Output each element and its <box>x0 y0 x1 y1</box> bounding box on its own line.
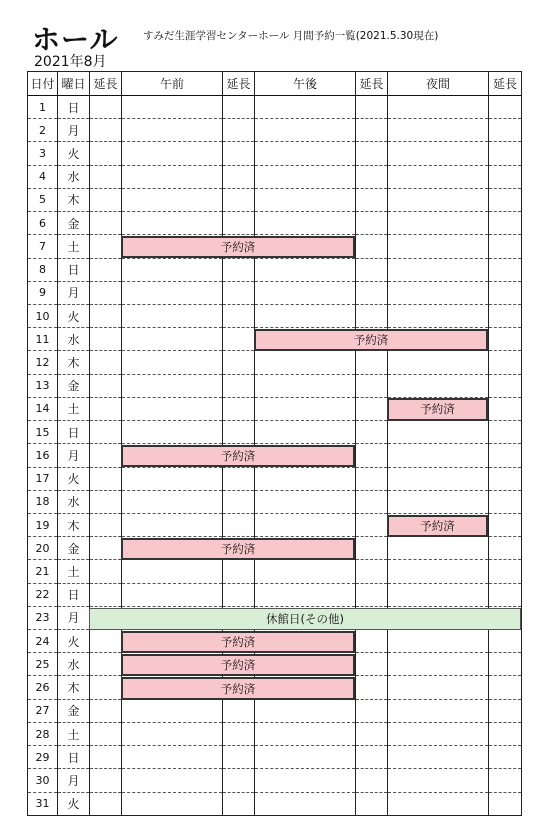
slot-cell[interactable] <box>356 188 388 211</box>
slot-cell[interactable] <box>90 630 122 653</box>
slot-cell[interactable] <box>90 212 122 235</box>
day-of-week: 月 <box>58 119 90 142</box>
slot-cell[interactable] <box>356 467 388 490</box>
slot-cell[interactable] <box>255 490 356 513</box>
table-row <box>28 792 522 815</box>
slot-cell[interactable] <box>122 490 223 513</box>
table-row <box>28 119 522 142</box>
slot-cell[interactable] <box>122 792 223 815</box>
slot-cell[interactable] <box>90 699 122 722</box>
slot-cell[interactable] <box>223 490 255 513</box>
closed-day-bar[interactable]: 休館日(その他) <box>89 608 521 630</box>
slot-cell[interactable] <box>223 699 255 722</box>
slot-cell[interactable] <box>388 374 489 397</box>
slot-cell[interactable] <box>223 722 255 745</box>
slot-cell[interactable] <box>356 560 388 583</box>
slot-cell[interactable] <box>388 537 489 560</box>
slot-cell[interactable] <box>388 304 489 327</box>
slot-cell[interactable] <box>90 490 122 513</box>
slot-cell[interactable] <box>356 258 388 281</box>
table-row <box>28 746 522 769</box>
day-of-week: 火 <box>58 630 90 653</box>
slot-cell[interactable] <box>489 258 522 281</box>
slot-cell[interactable] <box>122 119 223 142</box>
slot-cell[interactable] <box>356 96 388 119</box>
slot-cell[interactable] <box>489 676 522 699</box>
slot-cell[interactable] <box>122 142 223 165</box>
day-of-week: 月 <box>58 281 90 304</box>
slot-cell[interactable] <box>255 746 356 769</box>
slot-cell[interactable] <box>90 792 122 815</box>
slot-cell[interactable] <box>223 374 255 397</box>
slot-cell[interactable] <box>489 746 522 769</box>
slot-cell[interactable] <box>489 142 522 165</box>
day-number: 23 <box>28 606 58 629</box>
slot-cell[interactable] <box>255 119 356 142</box>
slot-cell[interactable] <box>388 444 489 467</box>
col-morning: 午前 <box>122 72 223 96</box>
day-number: 12 <box>28 351 58 374</box>
slot-cell[interactable] <box>489 96 522 119</box>
day-of-week: 火 <box>58 304 90 327</box>
slot-cell[interactable] <box>489 165 522 188</box>
col-afternoon: 午後 <box>255 72 356 96</box>
slot-cell[interactable] <box>90 328 122 351</box>
slot-cell[interactable] <box>255 560 356 583</box>
month-label: 2021年8月 <box>34 54 107 70</box>
slot-cell[interactable] <box>223 281 255 304</box>
day-of-week: 金 <box>58 537 90 560</box>
slot-cell[interactable] <box>255 304 356 327</box>
table-row <box>28 96 522 119</box>
slot-cell[interactable] <box>90 351 122 374</box>
slot-cell[interactable] <box>122 560 223 583</box>
day-number: 11 <box>28 328 58 351</box>
day-of-week: 水 <box>58 165 90 188</box>
slot-cell[interactable] <box>255 699 356 722</box>
day-number: 5 <box>28 188 58 211</box>
slot-cell[interactable] <box>90 142 122 165</box>
slot-cell[interactable] <box>90 722 122 745</box>
slot-cell[interactable] <box>489 653 522 676</box>
day-of-week: 日 <box>58 258 90 281</box>
slot-cell[interactable] <box>90 513 122 536</box>
day-number: 22 <box>28 583 58 606</box>
slot-cell[interactable] <box>223 258 255 281</box>
slot-cell[interactable] <box>489 699 522 722</box>
slot-cell[interactable] <box>223 142 255 165</box>
slot-cell[interactable] <box>489 444 522 467</box>
slot-cell[interactable] <box>489 490 522 513</box>
day-of-week: 土 <box>58 397 90 420</box>
col-extension-4: 延長 <box>489 72 522 96</box>
slot-cell[interactable] <box>489 188 522 211</box>
slot-cell[interactable] <box>122 328 223 351</box>
slot-cell[interactable] <box>255 722 356 745</box>
day-of-week: 月 <box>58 769 90 792</box>
day-number: 13 <box>28 374 58 397</box>
slot-cell[interactable] <box>90 119 122 142</box>
day-of-week: 日 <box>58 96 90 119</box>
slot-cell[interactable] <box>122 746 223 769</box>
table-row <box>28 560 522 583</box>
day-of-week: 木 <box>58 351 90 374</box>
table-row <box>28 374 522 397</box>
col-extension-2: 延長 <box>223 72 255 96</box>
table-row <box>28 722 522 745</box>
slot-cell[interactable] <box>90 676 122 699</box>
day-of-week: 土 <box>58 235 90 258</box>
slot-cell[interactable] <box>122 374 223 397</box>
day-of-week: 月 <box>58 606 90 629</box>
day-number: 31 <box>28 792 58 815</box>
slot-cell[interactable] <box>90 769 122 792</box>
slot-cell[interactable] <box>388 142 489 165</box>
slot-cell[interactable] <box>255 188 356 211</box>
slot-cell[interactable] <box>388 212 489 235</box>
slot-cell[interactable] <box>122 212 223 235</box>
slot-cell[interactable] <box>90 165 122 188</box>
slot-cell[interactable] <box>356 351 388 374</box>
table-row <box>28 583 522 606</box>
slot-cell[interactable] <box>223 165 255 188</box>
day-number: 4 <box>28 165 58 188</box>
slot-cell[interactable] <box>223 397 255 420</box>
slot-cell[interactable] <box>388 676 489 699</box>
slot-cell[interactable] <box>90 746 122 769</box>
slot-cell[interactable] <box>356 444 388 467</box>
slot-cell[interactable] <box>122 96 223 119</box>
slot-cell[interactable] <box>388 490 489 513</box>
table-row <box>28 188 522 211</box>
slot-cell[interactable] <box>356 746 388 769</box>
slot-cell[interactable] <box>255 769 356 792</box>
slot-cell[interactable] <box>90 653 122 676</box>
slot-cell[interactable] <box>90 397 122 420</box>
slot-cell[interactable] <box>356 699 388 722</box>
slot-cell[interactable] <box>388 746 489 769</box>
slot-cell[interactable] <box>122 467 223 490</box>
day-number: 21 <box>28 560 58 583</box>
slot-cell[interactable] <box>388 653 489 676</box>
table-row <box>28 212 522 235</box>
slot-cell[interactable] <box>255 421 356 444</box>
day-of-week: 火 <box>58 142 90 165</box>
slot-cell[interactable] <box>90 96 122 119</box>
day-of-week: 木 <box>58 188 90 211</box>
reservation-bar[interactable]: 予約済 <box>121 236 355 258</box>
slot-cell[interactable] <box>90 583 122 606</box>
slot-cell[interactable] <box>223 769 255 792</box>
page-title: ホール <box>32 23 119 56</box>
slot-cell[interactable] <box>489 351 522 374</box>
day-number: 19 <box>28 513 58 536</box>
slot-cell[interactable] <box>356 769 388 792</box>
slot-cell[interactable] <box>122 281 223 304</box>
slot-cell[interactable] <box>255 142 356 165</box>
slot-cell[interactable] <box>122 188 223 211</box>
slot-cell[interactable] <box>489 119 522 142</box>
slot-cell[interactable] <box>388 421 489 444</box>
table-row <box>28 421 522 444</box>
reservation-bar[interactable]: 予約済 <box>387 398 488 420</box>
day-number: 6 <box>28 212 58 235</box>
slot-cell[interactable] <box>255 792 356 815</box>
slot-cell[interactable] <box>255 165 356 188</box>
reservation-table <box>27 71 522 816</box>
slot-cell[interactable] <box>223 560 255 583</box>
slot-cell[interactable] <box>90 421 122 444</box>
slot-cell[interactable] <box>489 374 522 397</box>
slot-cell[interactable] <box>356 537 388 560</box>
slot-cell[interactable] <box>122 165 223 188</box>
slot-cell[interactable] <box>489 792 522 815</box>
header-row <box>28 72 522 96</box>
reservation-bar[interactable]: 予約済 <box>121 677 355 699</box>
slot-cell[interactable] <box>388 769 489 792</box>
slot-cell[interactable] <box>356 513 388 536</box>
slot-cell[interactable] <box>122 722 223 745</box>
col-weekday: 曜日 <box>58 72 90 96</box>
table-row <box>28 142 522 165</box>
slot-cell[interactable] <box>356 792 388 815</box>
slot-cell[interactable] <box>489 304 522 327</box>
day-of-week: 土 <box>58 722 90 745</box>
day-number: 30 <box>28 769 58 792</box>
slot-cell[interactable] <box>388 792 489 815</box>
slot-cell[interactable] <box>388 583 489 606</box>
slot-cell[interactable] <box>489 467 522 490</box>
slot-cell[interactable] <box>255 583 356 606</box>
slot-cell[interactable] <box>223 119 255 142</box>
slot-cell[interactable] <box>489 235 522 258</box>
page-subtitle: すみだ生涯学習センターホール 月間予約一覧(2021.5.30現在) <box>143 30 439 42</box>
slot-cell[interactable] <box>388 630 489 653</box>
reservation-bar[interactable]: 予約済 <box>121 631 355 653</box>
slot-cell[interactable] <box>223 212 255 235</box>
day-number: 8 <box>28 258 58 281</box>
slot-cell[interactable] <box>223 421 255 444</box>
slot-cell[interactable] <box>489 328 522 351</box>
slot-cell[interactable] <box>356 583 388 606</box>
col-extension-1: 延長 <box>90 72 122 96</box>
slot-cell[interactable] <box>122 397 223 420</box>
slot-cell[interactable] <box>388 188 489 211</box>
day-number: 9 <box>28 281 58 304</box>
reservation-bar[interactable]: 予約済 <box>121 654 355 676</box>
slot-cell[interactable] <box>90 374 122 397</box>
day-number: 15 <box>28 421 58 444</box>
slot-cell[interactable] <box>356 722 388 745</box>
slot-cell[interactable] <box>489 397 522 420</box>
day-of-week: 木 <box>58 513 90 536</box>
slot-cell[interactable] <box>489 513 522 536</box>
slot-cell[interactable] <box>90 444 122 467</box>
day-number: 24 <box>28 630 58 653</box>
day-number: 2 <box>28 119 58 142</box>
slot-cell[interactable] <box>356 676 388 699</box>
slot-cell[interactable] <box>388 722 489 745</box>
table-row <box>28 304 522 327</box>
slot-cell[interactable] <box>90 304 122 327</box>
slot-cell[interactable] <box>255 467 356 490</box>
table-row <box>28 467 522 490</box>
reservation-bar[interactable]: 予約済 <box>121 538 355 560</box>
slot-cell[interactable] <box>356 165 388 188</box>
day-of-week: 木 <box>58 676 90 699</box>
day-of-week: 金 <box>58 212 90 235</box>
day-number: 25 <box>28 653 58 676</box>
day-of-week: 日 <box>58 583 90 606</box>
day-number: 27 <box>28 699 58 722</box>
reservation-bar[interactable]: 予約済 <box>254 329 488 351</box>
day-number: 10 <box>28 304 58 327</box>
reservation-grid <box>27 71 521 816</box>
slot-cell[interactable] <box>90 281 122 304</box>
day-number: 3 <box>28 142 58 165</box>
slot-cell[interactable] <box>255 258 356 281</box>
table-row <box>28 351 522 374</box>
slot-cell[interactable] <box>122 351 223 374</box>
slot-cell[interactable] <box>356 235 388 258</box>
day-of-week: 火 <box>58 467 90 490</box>
col-date: 日付 <box>28 72 58 96</box>
day-of-week: 月 <box>58 444 90 467</box>
slot-cell[interactable] <box>489 421 522 444</box>
slot-cell[interactable] <box>388 235 489 258</box>
day-of-week: 水 <box>58 490 90 513</box>
slot-cell[interactable] <box>90 258 122 281</box>
slot-cell[interactable] <box>122 583 223 606</box>
slot-cell[interactable] <box>90 537 122 560</box>
slot-cell[interactable] <box>388 119 489 142</box>
slot-cell[interactable] <box>489 722 522 745</box>
slot-cell[interactable] <box>356 397 388 420</box>
col-evening: 夜間 <box>388 72 489 96</box>
day-of-week: 金 <box>58 699 90 722</box>
slot-cell[interactable] <box>223 96 255 119</box>
slot-cell[interactable] <box>489 212 522 235</box>
day-number: 28 <box>28 722 58 745</box>
slot-cell[interactable] <box>90 188 122 211</box>
day-number: 17 <box>28 467 58 490</box>
slot-cell[interactable] <box>122 304 223 327</box>
slot-cell[interactable] <box>489 560 522 583</box>
table-row <box>28 769 522 792</box>
slot-cell[interactable] <box>255 374 356 397</box>
slot-cell[interactable] <box>356 119 388 142</box>
slot-cell[interactable] <box>255 397 356 420</box>
reservation-bar[interactable]: 予約済 <box>121 445 355 467</box>
day-number: 29 <box>28 746 58 769</box>
day-number: 7 <box>28 235 58 258</box>
reservation-bar[interactable]: 予約済 <box>387 515 488 537</box>
table-row <box>28 699 522 722</box>
slot-cell[interactable] <box>223 792 255 815</box>
table-row <box>28 281 522 304</box>
day-number: 1 <box>28 96 58 119</box>
slot-cell[interactable] <box>90 235 122 258</box>
slot-cell[interactable] <box>388 699 489 722</box>
slot-cell[interactable] <box>122 258 223 281</box>
day-of-week: 水 <box>58 328 90 351</box>
slot-cell[interactable] <box>122 421 223 444</box>
slot-cell[interactable] <box>388 281 489 304</box>
slot-cell[interactable] <box>223 583 255 606</box>
slot-cell[interactable] <box>90 560 122 583</box>
slot-cell[interactable] <box>489 769 522 792</box>
slot-cell[interactable] <box>223 746 255 769</box>
slot-cell[interactable] <box>489 583 522 606</box>
day-number: 16 <box>28 444 58 467</box>
slot-cell[interactable] <box>489 537 522 560</box>
slot-cell[interactable] <box>122 513 223 536</box>
slot-cell[interactable] <box>255 212 356 235</box>
slot-cell[interactable] <box>255 513 356 536</box>
slot-cell[interactable] <box>90 467 122 490</box>
day-of-week: 金 <box>58 374 90 397</box>
col-extension-3: 延長 <box>356 72 388 96</box>
slot-cell[interactable] <box>356 142 388 165</box>
slot-cell[interactable] <box>388 258 489 281</box>
table-row <box>28 258 522 281</box>
slot-cell[interactable] <box>489 281 522 304</box>
day-number: 18 <box>28 490 58 513</box>
slot-cell[interactable] <box>388 165 489 188</box>
day-number: 26 <box>28 676 58 699</box>
table-row <box>28 165 522 188</box>
day-number: 20 <box>28 537 58 560</box>
slot-cell[interactable] <box>356 490 388 513</box>
slot-cell[interactable] <box>223 513 255 536</box>
day-of-week: 日 <box>58 746 90 769</box>
slot-cell[interactable] <box>223 304 255 327</box>
slot-cell[interactable] <box>388 96 489 119</box>
slot-cell[interactable] <box>356 281 388 304</box>
slot-cell[interactable] <box>489 630 522 653</box>
slot-cell[interactable] <box>356 212 388 235</box>
slot-cell[interactable] <box>223 328 255 351</box>
slot-cell[interactable] <box>255 351 356 374</box>
slot-cell[interactable] <box>356 630 388 653</box>
slot-cell[interactable] <box>356 421 388 444</box>
slot-cell[interactable] <box>388 560 489 583</box>
slot-cell[interactable] <box>122 699 223 722</box>
day-of-week: 日 <box>58 421 90 444</box>
slot-cell[interactable] <box>388 351 489 374</box>
slot-cell[interactable] <box>255 281 356 304</box>
day-of-week: 水 <box>58 653 90 676</box>
slot-cell[interactable] <box>388 467 489 490</box>
day-of-week: 土 <box>58 560 90 583</box>
slot-cell[interactable] <box>223 351 255 374</box>
slot-cell[interactable] <box>356 304 388 327</box>
slot-cell[interactable] <box>356 653 388 676</box>
day-number: 14 <box>28 397 58 420</box>
slot-cell[interactable] <box>223 467 255 490</box>
slot-cell[interactable] <box>122 769 223 792</box>
slot-cell[interactable] <box>255 96 356 119</box>
slot-cell[interactable] <box>356 374 388 397</box>
slot-cell[interactable] <box>223 188 255 211</box>
table-row <box>28 490 522 513</box>
day-of-week: 火 <box>58 792 90 815</box>
